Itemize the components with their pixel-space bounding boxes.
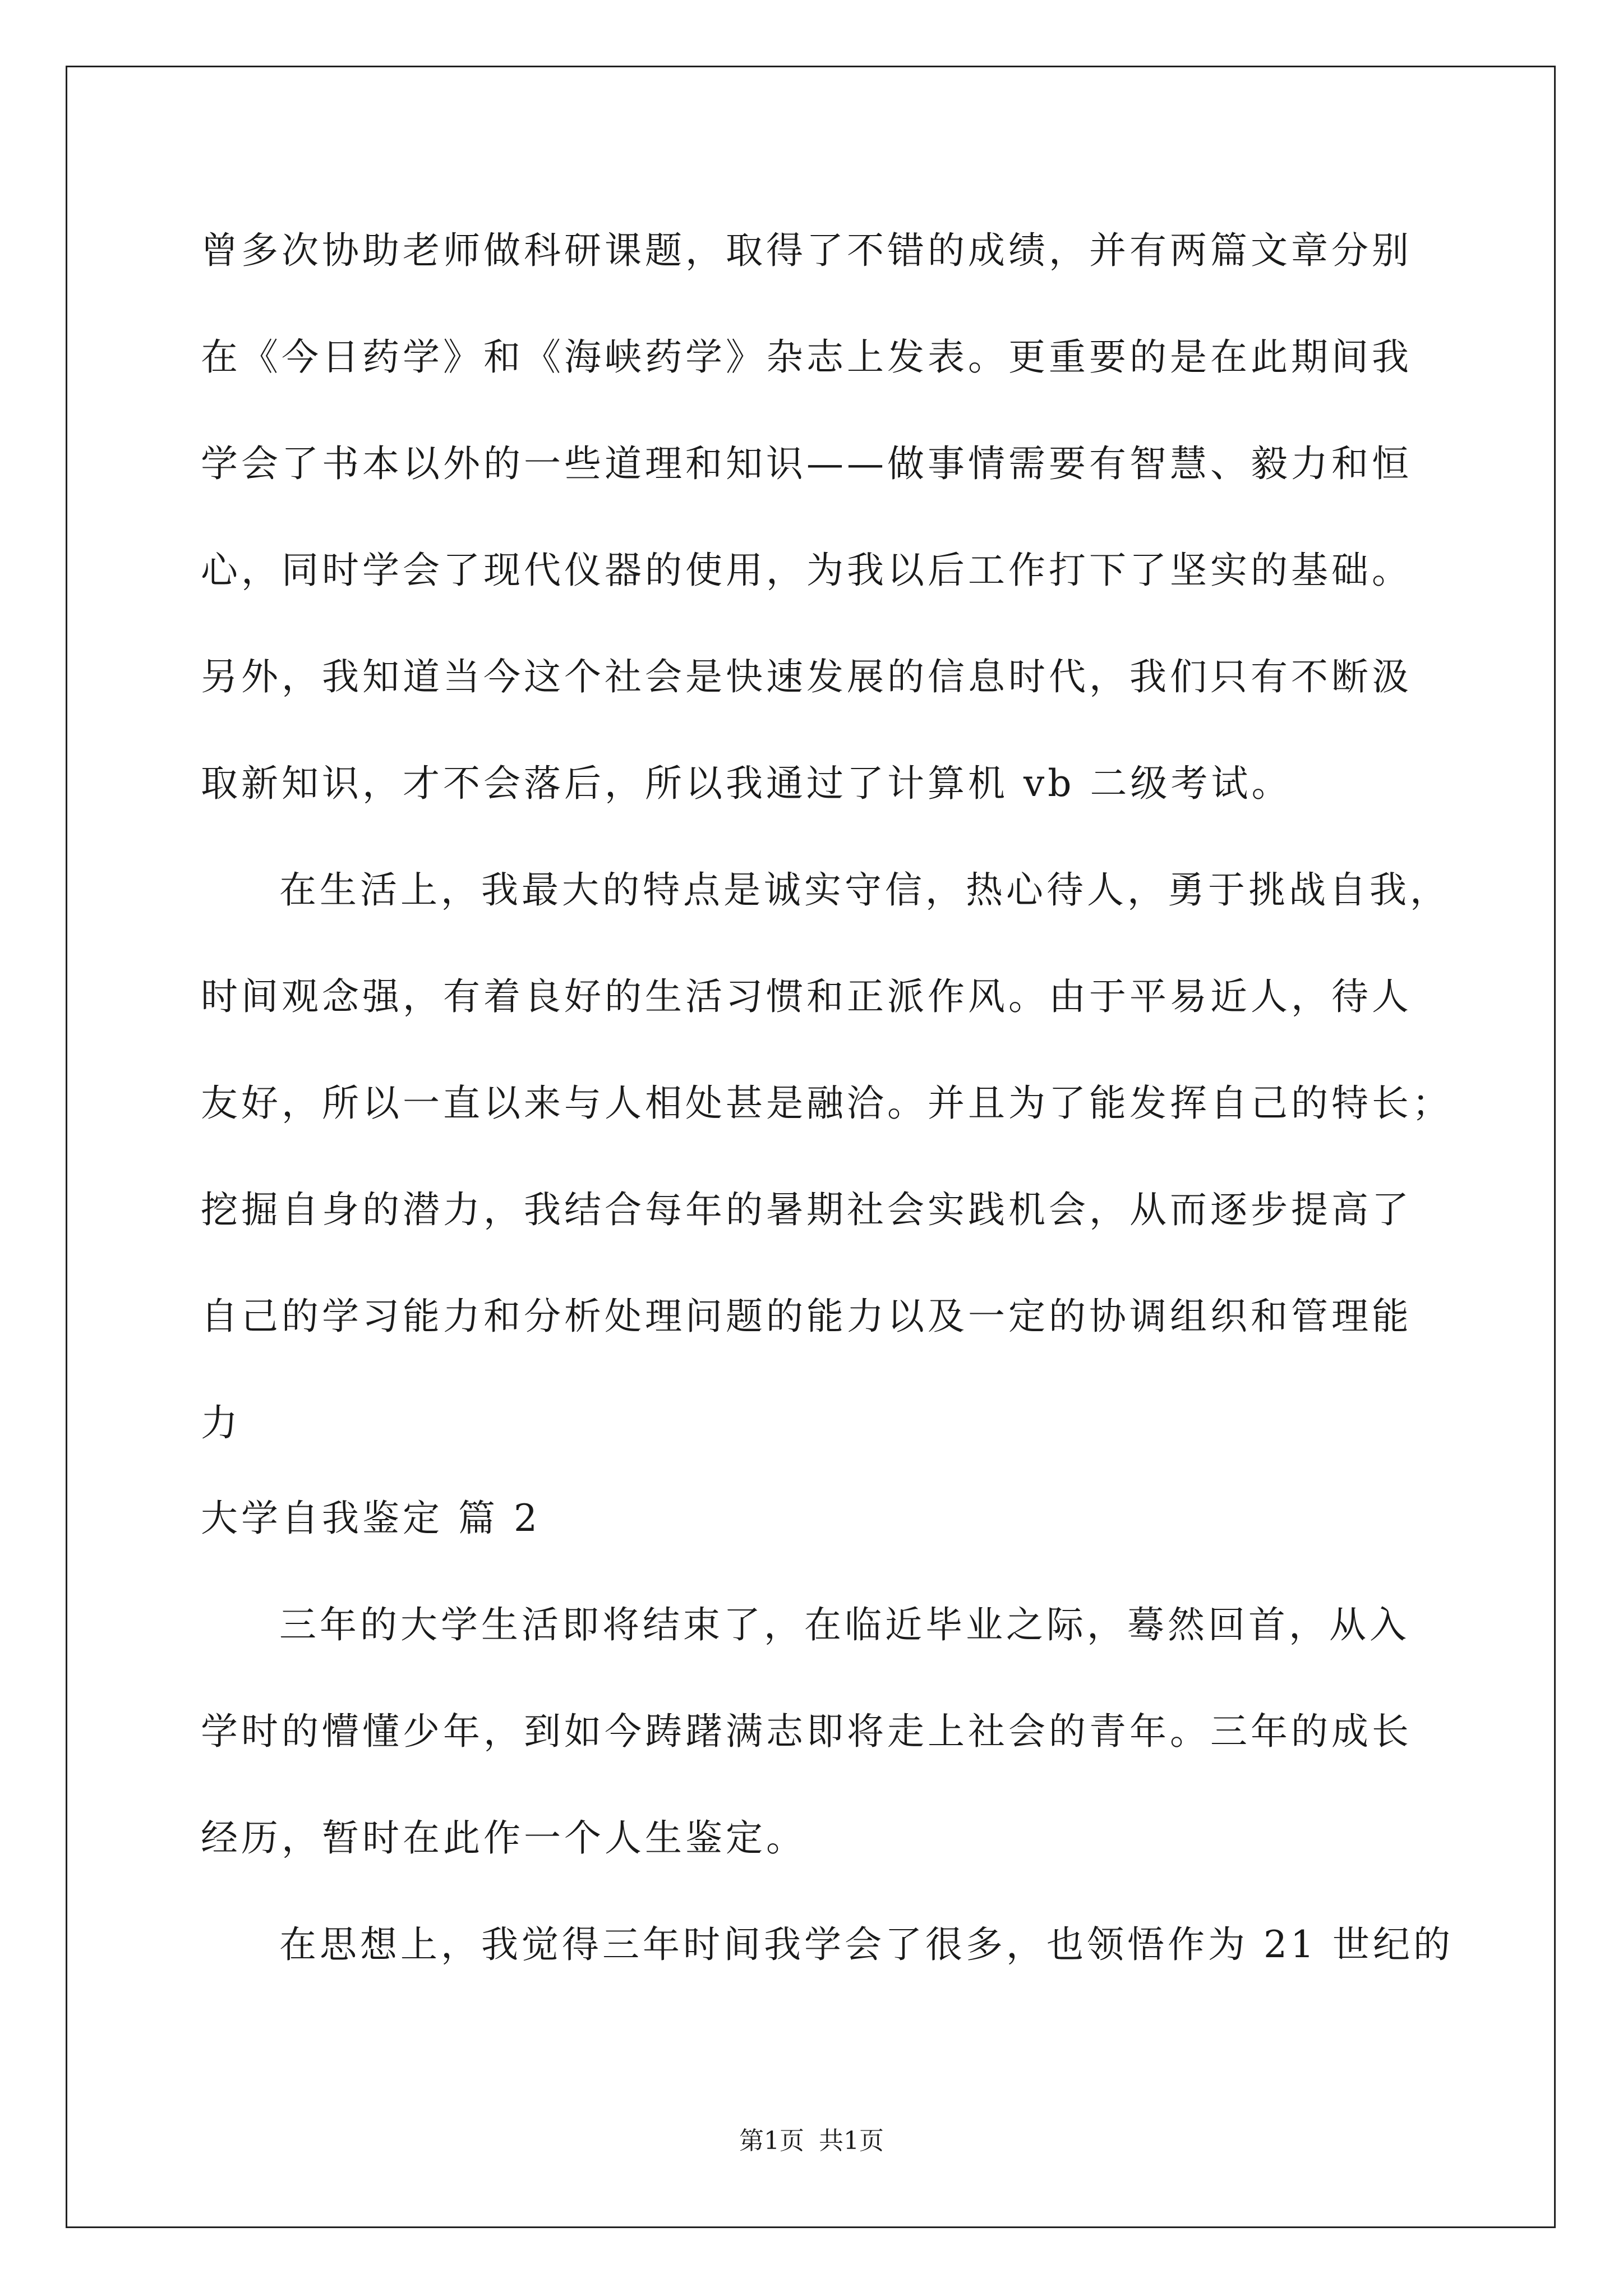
- text-line: 在《今日药学》和《海峡药学》杂志上发表。更重要的是在此期间我: [201, 335, 1412, 379]
- text-line: 三年的大学生活即将结束了，在临近毕业之际，蓦然回首，从入: [279, 1603, 1410, 1646]
- section-heading: 大学自我鉴定 篇 2: [201, 1497, 541, 1540]
- text-line: 取新知识，才不会落后，所以我通过了计算机 vb 二级考试。: [201, 762, 1292, 805]
- document-body: [201, 209, 1457, 2009]
- text-line: 友好，所以一直以来与人相处甚是融洽。并且为了能发挥自己的特长；: [201, 1082, 1453, 1125]
- text-line: 力: [201, 1401, 241, 1444]
- page-total: 共1页: [819, 2127, 884, 2155]
- text-line: 挖掘自身的潜力，我结合每年的暑期社会实践机会，从而逐步提高了: [201, 1188, 1412, 1231]
- text-line: 时间观念强，有着良好的生活习惯和正派作风。由于平易近人，待人: [201, 975, 1412, 1018]
- text-line: 在生活上，我最大的特点是诚实守信，热心待人，勇于挑战自我，: [279, 868, 1450, 912]
- text-line: 曾多次协助老师做科研课题，取得了不错的成绩，并有两篇文章分别: [201, 229, 1412, 272]
- page-footer: [0, 2124, 1623, 2158]
- text-line: 另外，我知道当今这个社会是快速发展的信息时代，我们只有不断汲: [201, 655, 1412, 698]
- text-line: 自己的学习能力和分析处理问题的能力以及一定的协调组织和管理能: [201, 1295, 1412, 1338]
- text-line: 心，同时学会了现代仪器的使用，为我以后工作打下了坚实的基础。: [201, 549, 1412, 592]
- text-line: 在思想上，我觉得三年时间我学会了很多，也领悟作为 21 世纪的: [279, 1923, 1454, 1966]
- text-line: 经历，暂时在此作一个人生鉴定。: [201, 1816, 806, 1860]
- text-line: 学会了书本以外的一些道理和知识——做事情需要有智慧、毅力和恒: [201, 442, 1412, 485]
- page-number: 第1页: [739, 2127, 804, 2155]
- text-line: 学时的懵懂少年，到如今踌躇满志即将走上社会的青年。三年的成长: [201, 1710, 1412, 1753]
